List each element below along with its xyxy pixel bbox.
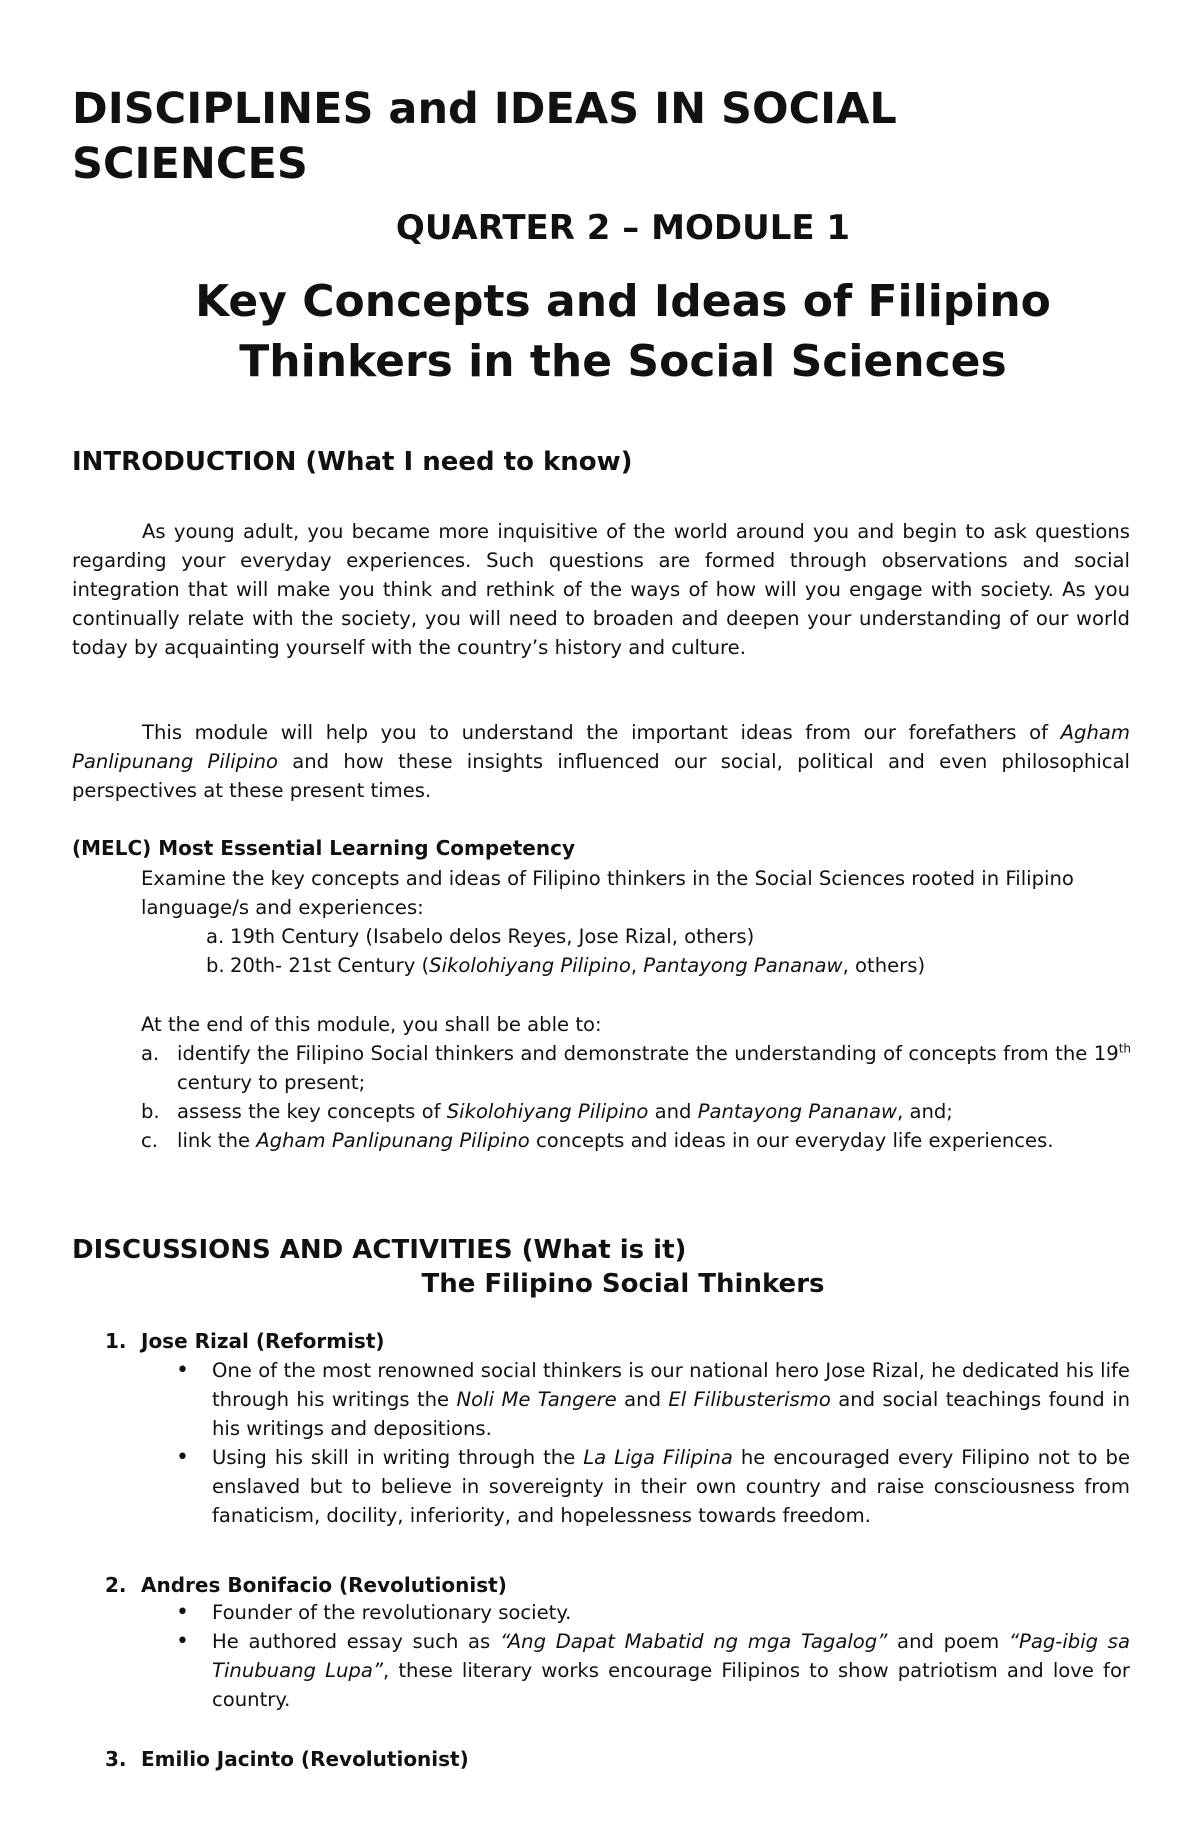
melc-item-b [206,951,925,980]
thinker-3-heading [105,1745,469,1774]
objective-b [141,1097,1131,1126]
objective-a-text-2: century to present; [177,1071,366,1094]
melc-item-b-pre: 20th- 21st Century ( [230,954,430,977]
thinker-2-number: 2. [105,1573,127,1597]
pag-ibig-title: “Pag-ibig sa Tinubuang Lupa” [212,1630,1131,1682]
module-title-line-1: Key Concepts and Ideas of Filipino [195,276,1051,327]
t2b2-text-a: He authored essay such as [212,1630,500,1653]
objective-b-pre: assess the key concepts of [177,1100,447,1123]
t1b1-text-a: One of the most renowned social thinkers is our national hero Jose Rizal, he dedicated his life through his writings the [212,1359,1130,1411]
thinker-1-bullet-1 [176,1356,1130,1443]
objective-b-term-1: Sikolohiyang Pilipino [446,1100,649,1123]
introduction-heading-note: (What I need to know) [296,447,633,477]
discussions-heading-label: DISCUSSIONS AND ACTIVITIES [72,1235,513,1265]
intro-paragraph-2 [72,718,1130,805]
t2b1-text: Founder of the revolutionary society. [212,1601,572,1624]
thinker-2-bullet-1 [176,1598,1130,1627]
objective-a-marker: a. [141,1042,160,1065]
thinker-3-name: Emilio Jacinto (Revolutionist) [141,1747,469,1771]
sikolohiyang-pilipino-term: Sikolohiyang Pilipino [429,954,631,977]
intro-paragraph-1-text: As young adult, you became more inquisitive of the world around you and begin to ask questions regarding your everyday experiences. Such questions are formed through observations and social integration that will make you think and rethink of the ways of how will you engage with society. As you continually relate with the society, you will need to broaden and deepen your understanding of our world today by acquainting yourself with the country’s history and culture. [72,520,1130,659]
thinker-1-name: Jose Rizal (Reformist) [141,1329,385,1353]
melc-item-a-text: 19th Century (Isabelo delos Reyes, Jose Rizal, others) [230,925,755,948]
objective-a-text-1: identify the Filipino Social thinkers and demonstrate the understanding of concepts from the 19 [177,1042,1119,1065]
thinker-3-number: 3. [105,1747,127,1771]
melc-text: Examine the key concepts and ideas of Filipino thinkers in the Social Sciences rooted in Filipino language/s and experiences: [141,867,1074,919]
t1b1-text-c: and social teachings found in his writings and depositions. [212,1388,1130,1440]
t2b2-text-b: and poem [887,1630,1009,1653]
thinker-1-number: 1. [105,1329,127,1353]
discussions-subheading: The Filipino Social Thinkers [421,1269,825,1299]
objective-c [141,1126,1131,1155]
objective-b-mid: and [648,1100,698,1123]
melc-item-b-post: , others) [842,954,926,977]
el-filibusterismo-title: El Filibusterismo [668,1388,831,1411]
module-title-line-2: Thinkers in the Social Sciences [239,336,1007,387]
ang-dapat-mabatid-title: “Ang Dapat Mabatid ng mga Tagalog” [499,1630,888,1653]
quarter-module-label: QUARTER 2 – MODULE 1 [395,208,851,248]
objective-b-post: , and; [896,1100,953,1123]
module-title [0,272,1200,392]
objective-c-marker: c. [141,1129,159,1152]
t1b1-text-b: and [616,1388,669,1411]
discussions-heading-note: (What is it) [512,1235,687,1265]
thinker-2-heading [105,1571,507,1600]
t1b2-text-b: he encouraged every Filipino not to be enslaved but to believe in sovereignty in their own country and raise consciousness from fanaticism, docility, inferiority, and hopelessness towards freedom. [212,1446,1130,1527]
t1b2-text-a: Using his skill in writing through the [212,1446,584,1469]
t2b2-text-c: , these literary works encourage Filipinos to show patriotism and love for country. [212,1659,1130,1711]
thinker-1-heading [105,1327,385,1356]
bullet-icon: • [176,1445,189,1470]
objective-a-superscript: th [1118,1041,1131,1056]
objective-b-marker: b. [141,1100,160,1123]
intro-paragraph-1 [72,517,1130,662]
melc-item-a-marker: a. [206,925,225,948]
melc-item-b-sep: , [630,954,644,977]
melc-item-b-marker: b. [206,954,225,977]
thinker-1-bullet-2 [176,1443,1130,1530]
objective-b-term-2: Pantayong Pananaw [697,1100,897,1123]
objective-c-post: concepts and ideas in our everyday life experiences. [529,1129,1054,1152]
objective-c-term: Agham Panlipunang Pilipino [256,1129,530,1152]
bullet-icon: • [176,1629,189,1654]
noli-me-tangere-title: Noli Me Tangere [456,1388,617,1411]
bullet-icon: • [176,1600,189,1625]
agham-panlipunang-term: Agham Panlipunang Pilipino [72,721,1130,773]
intro-paragraph-2-text-a: This module will help you to understand the important ideas from our forefathers of [142,721,1061,744]
discussions-heading [72,1235,686,1265]
objectives-intro: At the end of this module, you shall be able to: [141,1013,602,1036]
thinker-2-bullet-2 [176,1627,1130,1714]
introduction-heading [72,447,633,477]
pantayong-pananaw-term: Pantayong Pananaw [643,954,843,977]
objective-a [141,1039,1131,1097]
la-liga-filipina-term: La Liga Filipina [583,1446,733,1469]
melc-item-a [206,922,754,951]
introduction-heading-label: INTRODUCTION [72,447,297,477]
bullet-icon: • [176,1358,189,1383]
intro-paragraph-2-text-b: and how these insights influenced our social, political and even philosophical perspectives at these present times. [72,750,1130,802]
thinker-2-name: Andres Bonifacio (Revolutionist) [141,1573,507,1597]
document-title: DISCIPLINES and IDEAS IN SOCIAL SCIENCES [72,84,897,189]
objective-c-pre: link the [177,1129,257,1152]
melc-heading: (MELC) Most Essential Learning Competency [72,836,575,860]
